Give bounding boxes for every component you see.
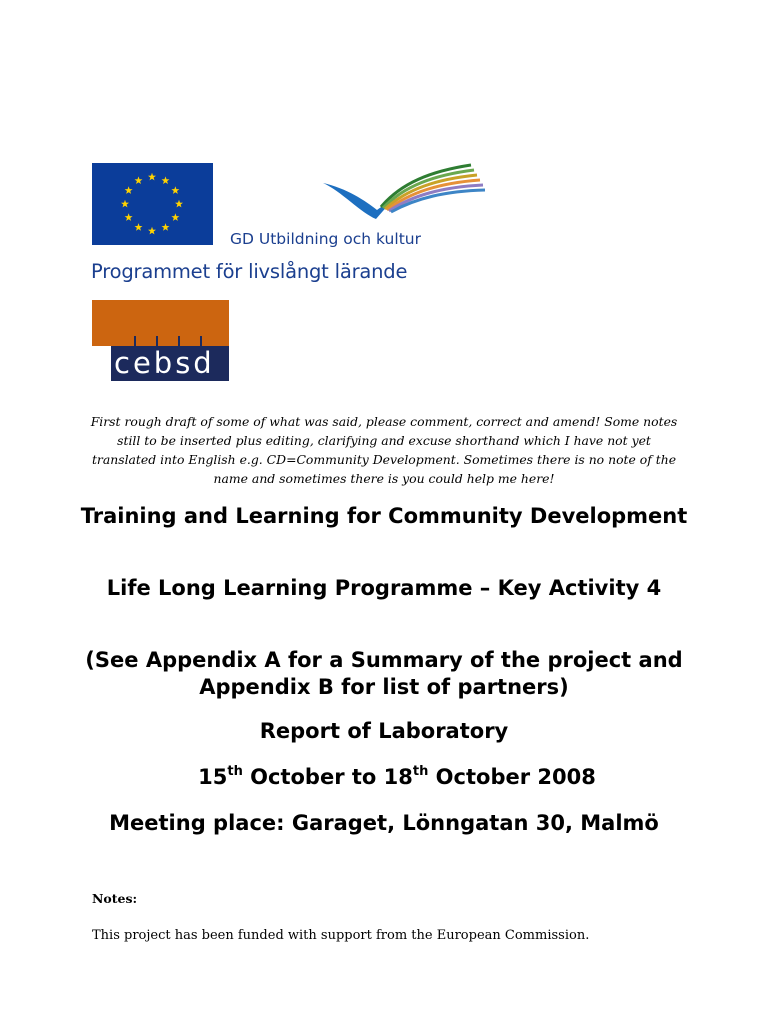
- title-training: Training and Learning for Community Development: [80, 504, 688, 528]
- title-meeting-place: Meeting place: Garaget, Lönngatan 30, Malmö: [109, 811, 659, 835]
- notes-label: Notes:: [92, 891, 138, 906]
- gd-education-culture-text: GD Utbildning och kultur: [230, 230, 421, 248]
- end-suffix: th: [412, 764, 429, 779]
- title-report: Report of Laboratory: [259, 719, 509, 743]
- cebsd-wordmark: cebsd: [114, 346, 215, 380]
- start-day: 15: [198, 765, 228, 789]
- llp-programme-text: Programmet för livslångt lärande: [91, 260, 408, 283]
- cebsd-orange-band: [92, 300, 229, 346]
- llp-bird-icon: [321, 161, 486, 225]
- draft-note: First rough draft of some of what was said, please comment, correct and amend! Some notes still to be inserted plus editing, clarifying and excuse shorthand which I have not yet translated into English e.g. CD=Community Development. Sometimes there is no note of the name and sometimes there is you could help me here!: [90, 414, 678, 486]
- title-llp: Life Long Learning Programme – Key Activity 4: [106, 576, 662, 600]
- eu-flag-icon: [92, 163, 213, 245]
- date-end: October 2008: [428, 765, 596, 789]
- date-middle: October to 18: [242, 765, 413, 789]
- cebsd-logo: [92, 300, 229, 381]
- start-suffix: th: [227, 764, 243, 779]
- eu-llp-logo: [90, 161, 430, 286]
- funding-statement: This project has been funded with support from the European Commission.: [92, 928, 590, 943]
- title-dates: [60, 764, 708, 791]
- title-appendix: (See Appendix A for a Summary of the project and Appendix B for list of partners): [85, 648, 683, 699]
